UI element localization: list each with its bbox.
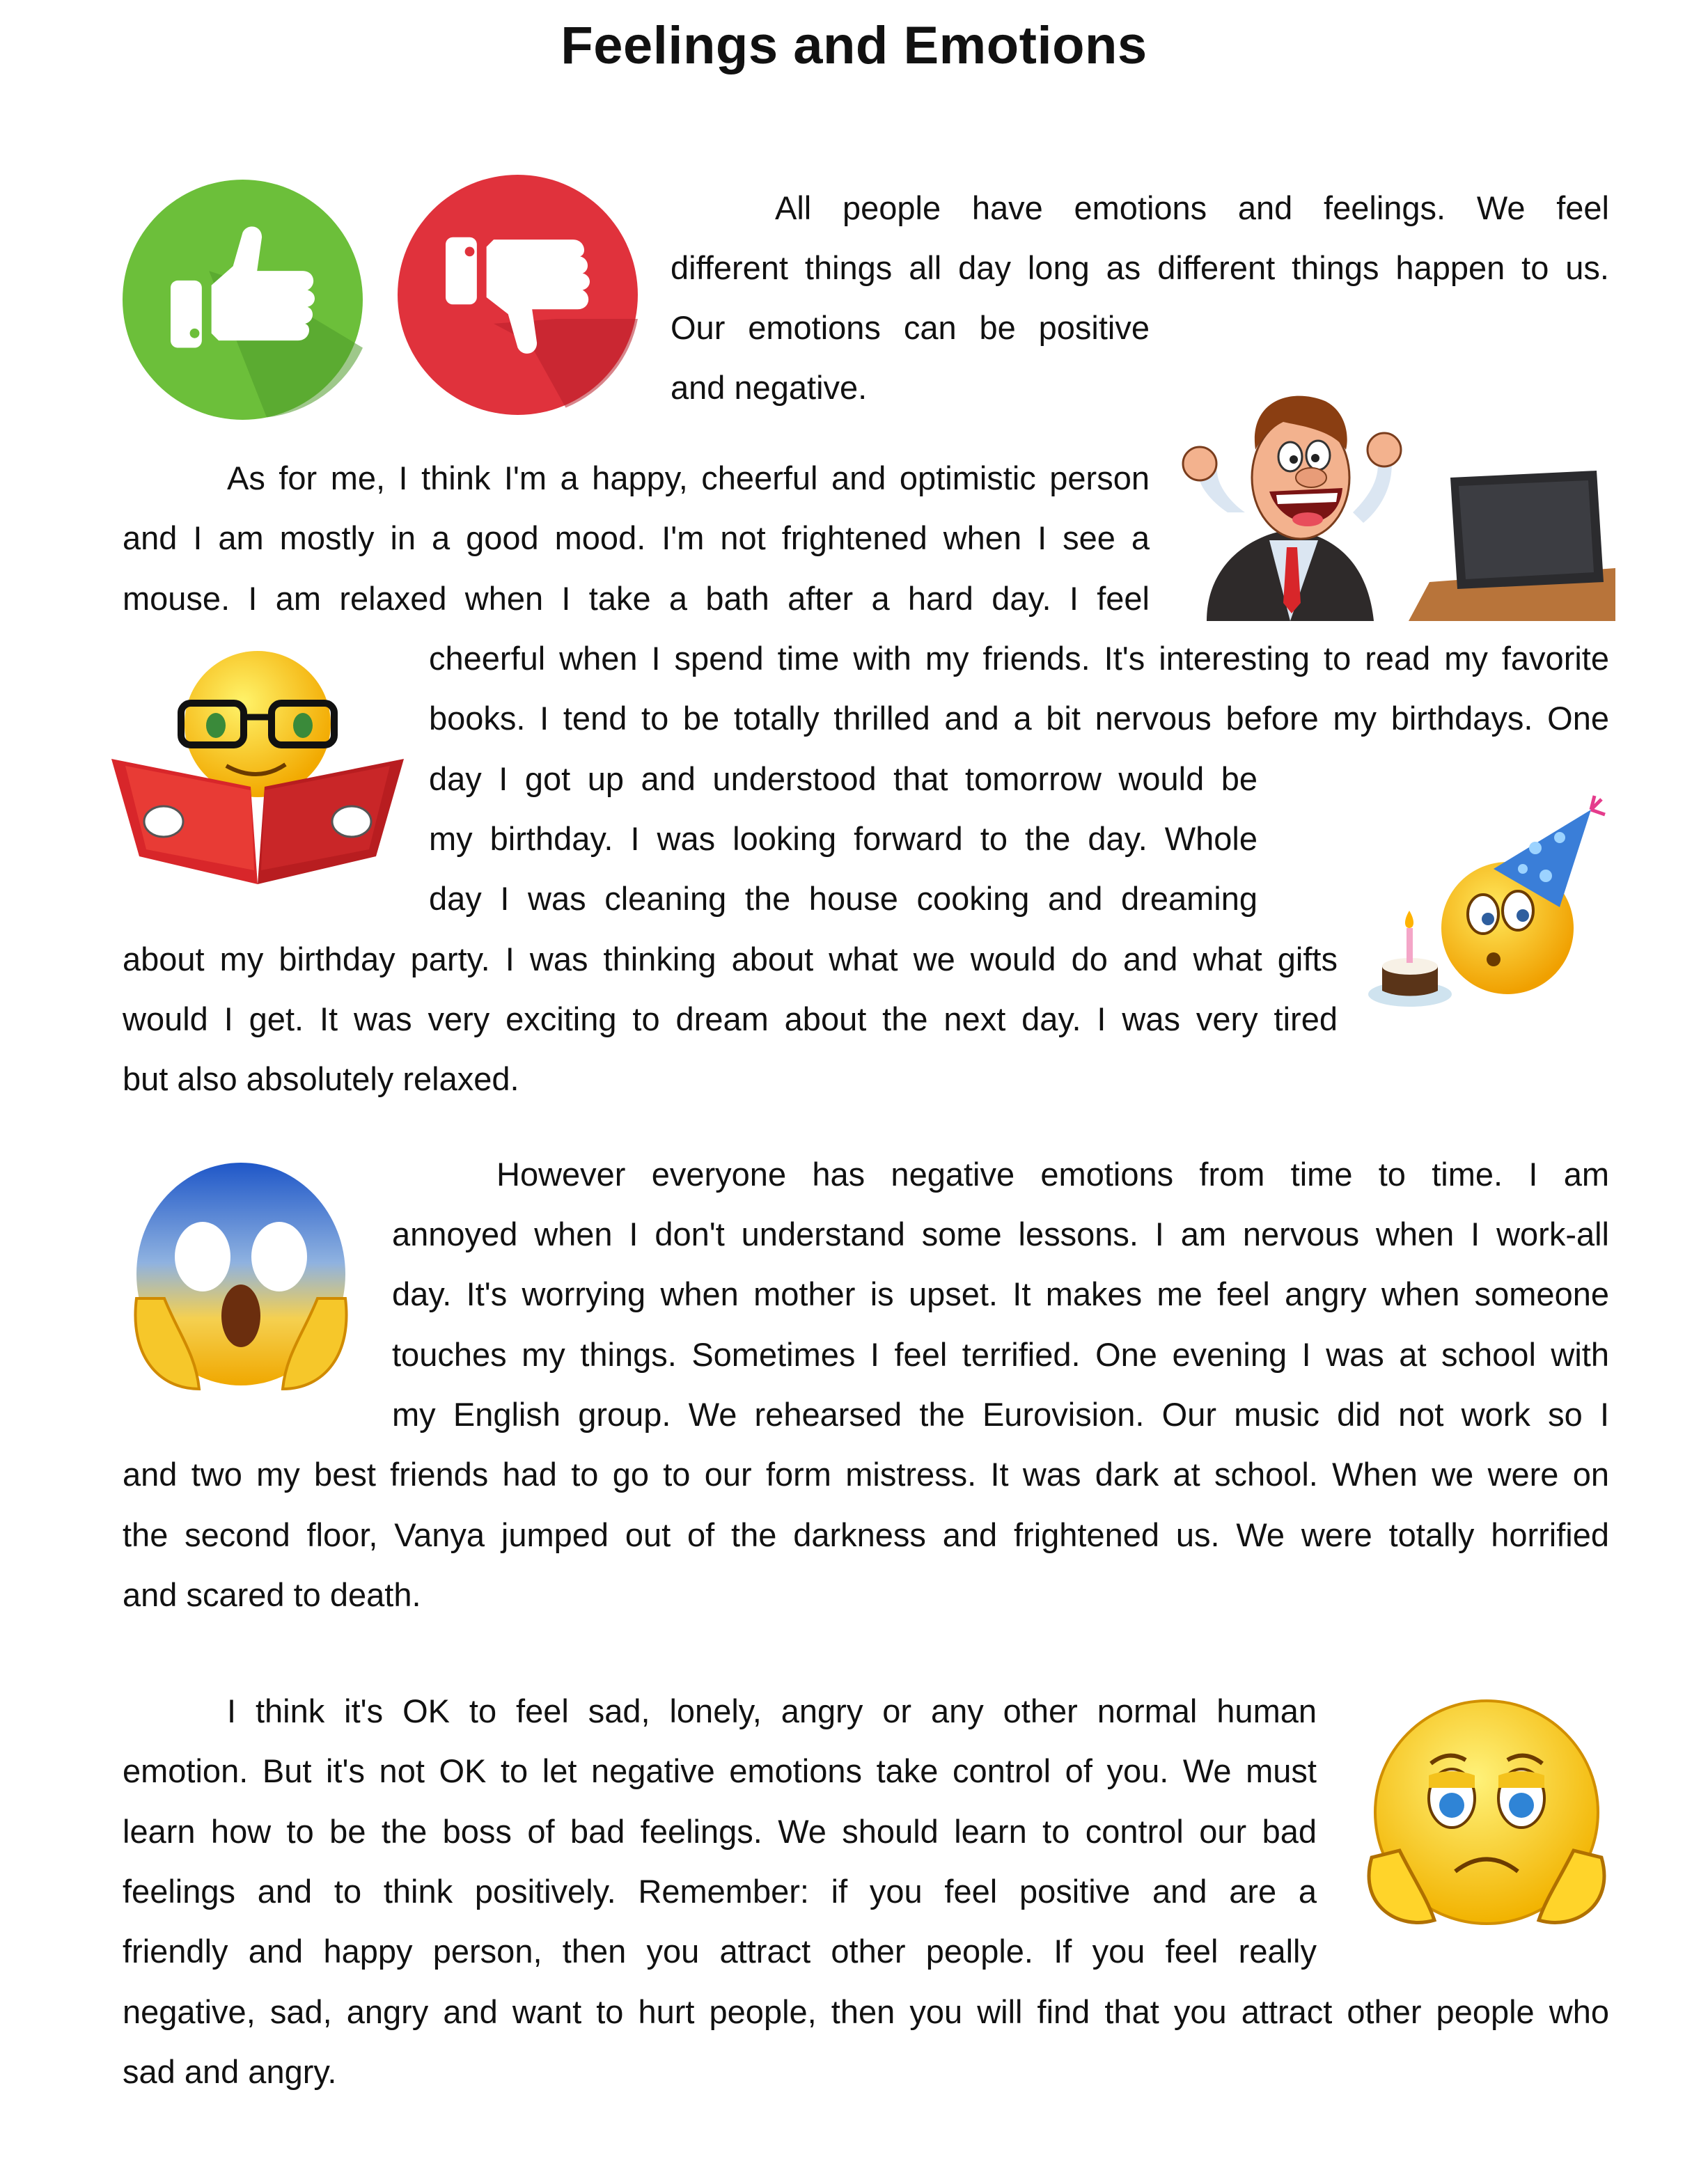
paragraph-2-line-5: books. I tend to be totally thrilled and a bit nervous before my birthdays. One bbox=[429, 700, 1609, 737]
birthday-party-emoji-image bbox=[1368, 792, 1608, 1032]
happy-man-at-computer-image bbox=[1179, 373, 1615, 621]
sad-face-emoji-image bbox=[1358, 1697, 1615, 1934]
paragraph-2-line-11: but also absolutely relaxed. bbox=[123, 1060, 519, 1097]
paragraph-2-line-6: day I got up and understood that tomorrow would be bbox=[429, 760, 1258, 797]
paragraph-4-line-1: I think it's OK to feel sad, lonely, angry or any other normal human bbox=[227, 1692, 1317, 1729]
paragraph-4-line-5: friendly and happy person, then you attract other people. If you feel really bbox=[123, 1933, 1317, 1970]
paragraph-1-line-2: different things all day long as different things happen to us. bbox=[671, 249, 1609, 286]
paragraph-1-line-3: Our emotions can be positive bbox=[671, 309, 1150, 346]
paragraph-3-line-4: touches my things. Sometimes I feel terrified. One evening I was at school with bbox=[392, 1336, 1609, 1373]
paragraph-4-line-3: learn how to be the boss of bad feelings. We should learn to control our bad bbox=[123, 1813, 1317, 1850]
paragraph-4-line-6: negative, sad, angry and want to hurt people, then you will find that you attract other people who bbox=[123, 1993, 1609, 2030]
thumbs-up-icon bbox=[123, 180, 363, 420]
paragraph-2-line-3: mouse. I am relaxed when I take a bath after a hard day. I feel bbox=[123, 580, 1150, 617]
paragraph-2-line-4: cheerful when I spend time with my friends. It's interesting to read my favorite bbox=[429, 640, 1609, 677]
paragraph-3-line-6: and two my best friends had to go to our form mistress. It was dark at school. When we were on bbox=[123, 1456, 1609, 1493]
paragraph-3-line-1: However everyone has negative emotions from time to time. I am bbox=[496, 1156, 1609, 1193]
paragraph-3-line-3: day. It's worrying when mother is upset. It makes me feel angry when someone bbox=[392, 1275, 1609, 1312]
paragraph-3-line-5: my English group. We rehearsed the Eurovision. Our music did not work so I bbox=[392, 1396, 1609, 1433]
paragraph-3-line-7: the second floor, Vanya jumped out of the darkness and frightened us. We were totally horrified bbox=[123, 1516, 1609, 1553]
paragraph-2-line-7: my birthday. I was looking forward to the day. Whole bbox=[429, 820, 1258, 857]
paragraph-4-line-7: sad and angry. bbox=[123, 2053, 337, 2090]
paragraph-2-line-2: and I am mostly in a good mood. I'm not frightened when I see a bbox=[123, 519, 1150, 556]
page-title: Feelings and Emotions bbox=[561, 16, 1147, 75]
reading-book-emoji-image bbox=[111, 647, 404, 891]
paragraph-3-line-2: annoyed when I don't understand some lessons. I am nervous when I work-all bbox=[392, 1216, 1609, 1252]
paragraph-4-line-4: feelings and to think positively. Remember: if you feel positive and are a bbox=[123, 1873, 1317, 1910]
thumbs-down-icon bbox=[398, 175, 638, 415]
paragraph-2-line-10: would I get. It was very exciting to dream about the next day. I was very tired bbox=[123, 1000, 1338, 1037]
scared-face-emoji-image bbox=[130, 1159, 352, 1396]
paragraph-3-line-8: and scared to death. bbox=[123, 1576, 421, 1613]
paragraph-4-line-2: emotion. But it's not OK to let negative emotions take control of you. We must bbox=[123, 1752, 1317, 1789]
paragraph-2-line-8: day I was cleaning the house cooking and dreaming bbox=[429, 880, 1258, 917]
paragraph-2-line-9: about my birthday party. I was thinking about what we would do and what gifts bbox=[123, 941, 1338, 977]
paragraph-1-line-4: and negative. bbox=[671, 369, 868, 406]
paragraph-2-line-1: As for me, I think I'm a happy, cheerful and optimistic person bbox=[227, 459, 1150, 496]
paragraph-1-line-1: All people have emotions and feelings. We feel bbox=[775, 189, 1609, 226]
